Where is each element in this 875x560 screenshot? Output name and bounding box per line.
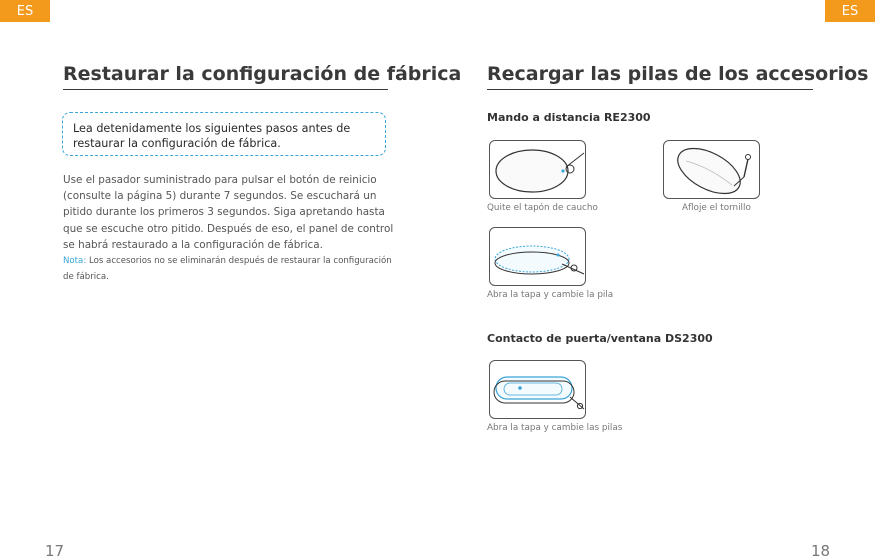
language-badge-left: ES [0,0,50,22]
notice-box [62,112,386,156]
photo-open-cover-battery [489,227,586,286]
remote-heading: Mando a distancia RE2300 [487,111,651,124]
photo-remove-rubber-plug [489,140,586,199]
remote-plug-illustration [490,141,586,199]
page-title-recharge: Recargar las pilas de los accesorios [487,63,869,85]
language-badge-right: ES [825,0,875,22]
title-rule-left [63,89,388,90]
photo-loosen-screw [663,140,760,199]
note-label: Nota: [63,256,87,266]
caption-remove-plug: Quite el tapón de caucho [487,203,598,213]
restore-instructions: Use el pasador suministrado para pulsar el botón de reinicio (consulte la página 5) durante 7 segundos. Se escuchará un pitido durante los primeros 3 segundos. Siga apretando hasta que se escuche otro pitido. Después de eso, el panel de control se habrá restaurado a la configuración de fábrica. [63,174,394,251]
page-number-right: 18 [811,542,831,560]
contact-battery-illustration [490,361,586,419]
contact-heading: Contacto de puerta/ventana DS2300 [487,332,713,345]
note-body: Los accesorios no se eliminarán después de restaurar la configuración de fábrica. [63,256,392,282]
photo-contact-battery [489,360,586,419]
notice-text: Lea detenidamente los siguientes pasos antes de restaurar la configuración de fábrica. [73,122,351,150]
caption-loosen-screw: Afloje el tornillo [682,203,751,213]
caption-change-battery: Abra la tapa y cambie la pila [487,290,614,300]
page-number-left: 17 [45,542,65,560]
page-title-restore: Restaurar la configuración de fábrica [63,63,462,85]
title-rule-right [487,89,813,90]
remote-screw-illustration [664,141,760,199]
caption-contact-battery: Abra la tapa y cambie las pilas [487,423,623,433]
note-paragraph [63,254,393,285]
remote-battery-illustration [490,228,586,286]
